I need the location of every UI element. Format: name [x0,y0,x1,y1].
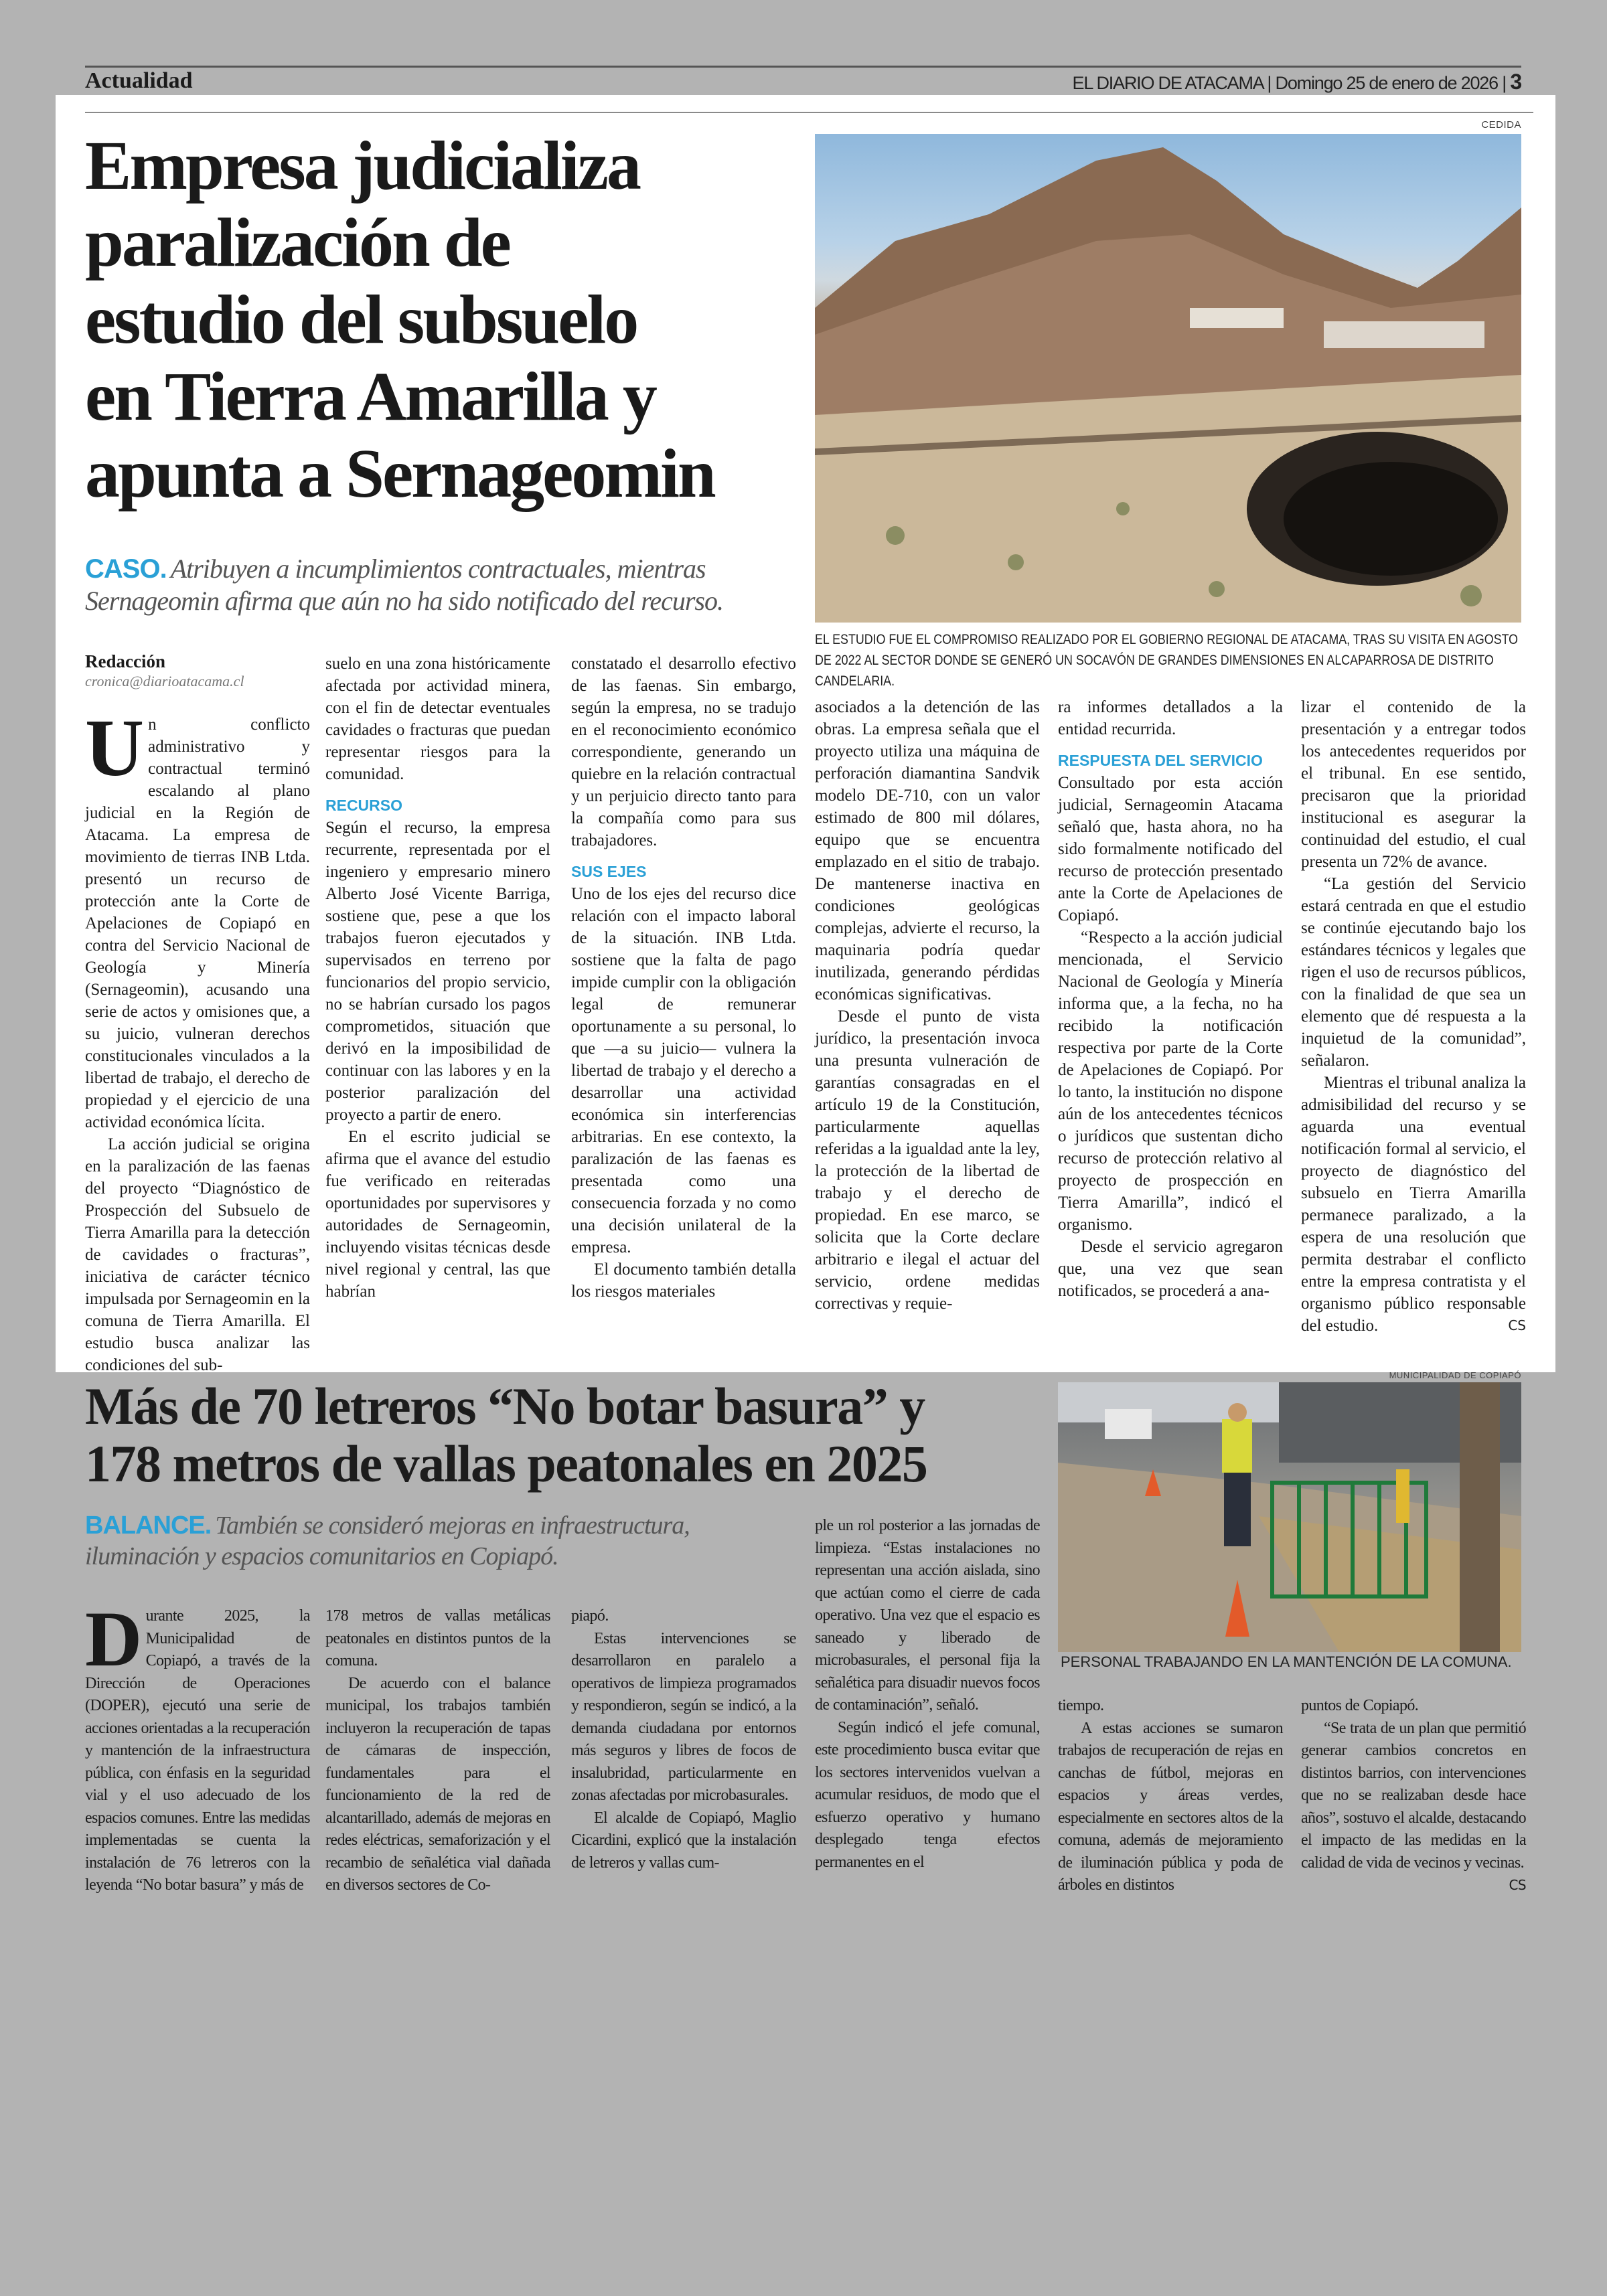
paragraph: “La gestión del Servicio estará centrada en que el estudio se continúe ejecutando bajo los estándares técnicos y legales que rigen el uso de recursos públicos, con la finalidad de que sea un elemento que dé respuesta a la inquietud de la comunidad”, señalaron. [1301,875,1526,1070]
paragraph: constatado el desarrollo efectivo de las faenas. Sin embargo, según la empresa, no se tradujo en el reconocimiento económico correspondiente, generando un quiebre en la relación contractual y un perjuicio directo tanto para la compañía como para sus trabajadores. [571,655,796,849]
article2-column-6 [1301,1695,1526,1897]
paragraph: puntos de Copiapó. [1301,1697,1419,1714]
street-work-photo [1058,1382,1521,1652]
article2-column-2 [325,1605,550,1897]
subheading-sus-ejes: SUS EJES [571,863,647,880]
paragraph: piapó. [571,1607,609,1625]
paragraph: “Se trata de un plan que permitió generar cambios concretos en distintos barrios, con intervenciones que no se realizaban desde hace años”, sostuvo el alcalde, destacando el impacto de las medidas en la calidad de vida de vecinos y vecinas. CS [1301,1718,1526,1875]
page-number: 3 [1510,70,1521,94]
kicker-label: CASO. [85,554,167,584]
paragraph: En el escrito judicial se afirma que el avance del estudio fue verificado en reiteradas oportunidades por supervisores y autoridades de Sernageomin, incluyendo visitas técnicas desde nivel regional y central, las que habrían [325,1128,550,1301]
headline-line: en Tierra Amarilla y [85,358,656,435]
separator: | [1502,73,1507,93]
paragraph: ple un rol posterior a las jornadas de limpieza. “Estas instalaciones no representan una acción aislada, sino que actúan como el cierre de cada operativo. Una vez que el espacio es saneado y liberado de microbasurales, el personal fija la señalética para disuadir nuevos focos de contaminación”, señaló. [815,1517,1040,1714]
article2-column-1 [85,1595,310,1897]
end-mark-icon: CS [1508,1317,1526,1333]
article-column-2 [325,653,550,1303]
article2-column-4 [815,1515,1040,1874]
deck-text: También se consideró mejoras en infraestructura, iluminación y espacios comunitarios en Copiapó. [85,1511,690,1570]
drop-cap: D [85,1595,142,1683]
street-illustration [1058,1382,1521,1652]
article2-column-5 [1058,1695,1283,1897]
paragraph: Durante 2025, la Municipalidad de Copiapó, a través de la Dirección de Operaciones (DOPER), ejecutó una serie de acciones orientadas a la recuperación y mantención de la infraestructura pública, con énfasis en la seguridad vial y el uso adecuado de los espacios comunes. Entre las medidas implementadas se cuenta la instalación de 76 letreros con la leyenda “No botar basura” y más de [85,1595,310,1894]
header-rule [85,66,1521,68]
subheading-respuesta: RESPUESTA DEL SERVICIO [1058,752,1263,769]
paragraph: Desde el punto de vista jurídico, la presentación invoca una presunta vulneración de garantías consagradas en el artículo 19 de la Constitución, particularmente aquellas referidas a la igualdad ante la ley, la protección de la libertad de trabajo y el derecho de propiedad. En ese marco, se solicita que la Corte declare arbitrario e ilegal el actuar del servicio, ordene medidas correctivas y requie- [815,1007,1040,1313]
subheading-recurso: RECURSO [325,797,403,814]
section-label: Actualidad [85,68,193,93]
photo2-credit: MUNICIPALIDAD DE COPIAPÓ [1389,1370,1521,1380]
headline-line: Empresa judicializa [85,127,639,204]
article-column-6 [1301,696,1526,1337]
article-column-4 [815,696,1040,1315]
end-mark-icon: CS [1509,1877,1526,1893]
paragraph: De acuerdo con el balance municipal, los trabajos también incluyeron la recuperación de tapas de cámaras de inspección, fundamentales para el funcionamiento de la red de alcantarillado, además de mejoras en redes eléctricas, semaforización y el recambio de señalética vial dañada en diversos sectores de Co- [325,1674,550,1894]
paragraph: La acción judicial se origina en la paralización de las faenas del proyecto “Diagnóstico de Prospección del Subsuelo de Tierra Amarilla para la detección de cavidades o fracturas”, iniciativa de carácter técnico impulsada por Sernageomin en la comuna de Tierra Amarilla. El estudio busca analizar las condiciones del sub- [85,1135,310,1374]
photo-credit: CEDIDA [1481,119,1521,131]
paragraph: El alcalde de Copiapó, Maglio Cicardini, explicó que la instalación de letreros y vallas cum- [571,1809,796,1872]
paragraph: asociados a la detención de las obras. La empresa señala que el proyecto utiliza una máquina de perforación diamantina Sandvik modelo DE-710, con un valor estimado de 800 mil dólares, equipo que se encuentra emplazado en el sitio de trabajo. De mantenerse inactiva en condiciones geológicas complejas, advierte el recurso, la maquinaria podría quedar inutilizada, generando pérdidas económicas significativas. [815,698,1040,1003]
paragraph: 178 metros de vallas metálicas peatonales en distintos puntos de la comuna. [325,1607,550,1669]
paragraph: Un conflicto administrativo y contractual terminó escalando al plano judicial en la Región de Atacama. La empresa de movimiento de tierras INB Ltda. presentó un recurso de protección ante la Corte de Apelaciones de Copiapó en contra del Servicio Nacional de Geología y Minería (Sernageomin), acusando una serie de actos y omisiones que, a su juicio, vulneran derechos constitucionales vinculados a la libertad de trabajo, el derecho de propiedad y el ejercicio de una actividad económica lícita. [85,703,310,1131]
photo2-caption: PERSONAL TRABAJANDO EN LA MANTENCIÓN DE LA COMUNA. [1061,1653,1512,1670]
kicker-label: BALANCE. [85,1511,212,1540]
headline-line: Más de 70 letreros “No botar basura” y [85,1377,925,1435]
paragraph: lizar el contenido de la presentación y a entregar todos los antecedentes requeridos por el tribunal. En ese sentido, precisaron que la prioridad institucional es asegurar la continuidad del estudio, el cual presenta un 72% de avance. [1301,698,1526,871]
paragraph: “Respecto a la acción judicial mencionada, el Servicio Nacional de Geología y Minería informa que, a la fecha, no ha recibido la notificación respectiva por parte de la Corte de Apelaciones de Copiapó. Por lo tanto, la institución no dispone aún de los antecedentes técnicos o jurídicos que sustentan dicho recurso de protección relativo al proyecto de prospección en Tierra Amarilla”, indicó el organismo. [1058,928,1283,1234]
paragraph: Estas intervenciones se desarrollaron en paralelo a operativos de limpieza programados y respondieron, según se indicó, a la demanda ciudadana por entornos más seguros y libres de focos de insalubridad, particularmente en zonas afectadas por microbasurales. [571,1629,796,1804]
paragraph: Mientras el tribunal analiza la admisibilidad del recurso y se aguarda una eventual notificación formal al servicio, el proyecto de diagnóstico del subsuelo en Tierra Amarilla permanece paralizado, a la espera de una resolución que permita destrabar el conflicto entre la empresa contratista y el organismo público responsable del estudio. CS [1301,1072,1526,1337]
paragraph: Según indicó el jefe comunal, este procedimiento busca evitar que los sectores intervenidos vuelvan a acumular residuos, de modo que el esfuerzo operativo y humano desplegado tenga efectos permanentes en el [815,1718,1040,1871]
publication-name: EL DIARIO DE ATACAMA [1072,73,1264,93]
headline-line: 178 metros de vallas peatonales en 2025 [85,1434,927,1493]
article-column-3 [571,653,796,1303]
drop-cap: U [85,703,145,793]
paragraph: Según el recurso, la empresa recurrente, representada por el ingeniero y empresario minero Alberto José Vicente Barriga, sostiene que, pese a que los trabajos fueron ejecutados y supervisados en terreno por funcionarios del propio servicio, no se habrían cursado los pagos comprometidos, situación que derivó en la imposibilidad de continuar con las labores y en la posterior paralización del proyecto a partir de enero. [325,819,550,1124]
article2-headline [85,1378,1043,1493]
separator: | [1267,73,1272,93]
panel-rule [85,112,1533,113]
article2-deck [85,1510,808,1572]
masthead [1073,70,1521,94]
article-column-1 [85,651,310,1376]
paragraph: Desde el servicio agregaron que, una vez que sean notificados, se procederá a ana- [1058,1238,1283,1300]
sinkhole-photo [815,134,1521,623]
byline: Redacción [85,651,165,671]
article-deck [85,553,808,617]
deck-text: Atribuyen a incumplimientos contractuales, mientras Sernageomin afirma que aún no ha sido notificado del recurso. [85,554,723,616]
paragraph: El documento también detalla los riesgos materiales [571,1260,796,1301]
paragraph: A estas acciones se sumaron trabajos de recuperación de rejas en canchas de fútbol, mejoras en espacios y áreas verdes, especialmente en sectores altos de la comuna, además de mejoramiento de iluminación pública y poda de árboles en distintos [1058,1719,1283,1894]
landscape-illustration [815,134,1521,623]
article-column-5 [1058,696,1283,1302]
paragraph: tiempo. [1058,1697,1104,1714]
article-headline [85,127,808,512]
article2-column-3 [571,1605,796,1874]
issue-date: Domingo 25 de enero de 2026 [1275,73,1498,93]
author-email[interactable]: cronica@diarioatacama.cl [85,673,244,689]
paragraph: Consultado por esta acción judicial, Sernageomin Atacama señaló que, hasta ahora, no ha sido formalmente notificado del recurso de protección presentado ante la Corte de Apelaciones de Copiapó. [1058,774,1283,924]
headline-line: apunta a Sernageomin [85,435,714,512]
paragraph: ra informes detallados a la entidad recurrida. [1058,698,1283,738]
paragraph: Uno de los ejes del recurso dice relación con el impacto laboral de la situación. INB Ltda. sostiene que la falta de pago impide cumplir con la obligación legal de remunerar oportunamente a su personal, lo que —a su juicio— vulnera la libertad de trabajo y el derecho a desarrollar una actividad económica sin interferencias arbitrarias. En ese contexto, la paralización de las faenas es presentada como una consecuencia forzada y no como una decisión unilateral de la empresa. [571,885,796,1256]
photo-caption: EL ESTUDIO FUE EL COMPROMISO REALIZADO POR EL GOBIERNO REGIONAL DE ATACAMA, TRAS SU VISITA EN AGOSTO DE 2022 AL SECTOR DONDE SE GENERÓ UN SOCAVÓN DE GRANDES DIMENSIONES EN ALCAPARROSA DE DISTRITO CANDELARIA. [815,632,1519,689]
headline-line: estudio del subsuelo [85,281,637,358]
paragraph: suelo en una zona históricamente afectada por actividad minera, con el fin de detectar eventuales cavidades o fracturas que puedan representar riesgos para la comunidad. [325,655,550,783]
headline-line: paralización de [85,204,510,281]
